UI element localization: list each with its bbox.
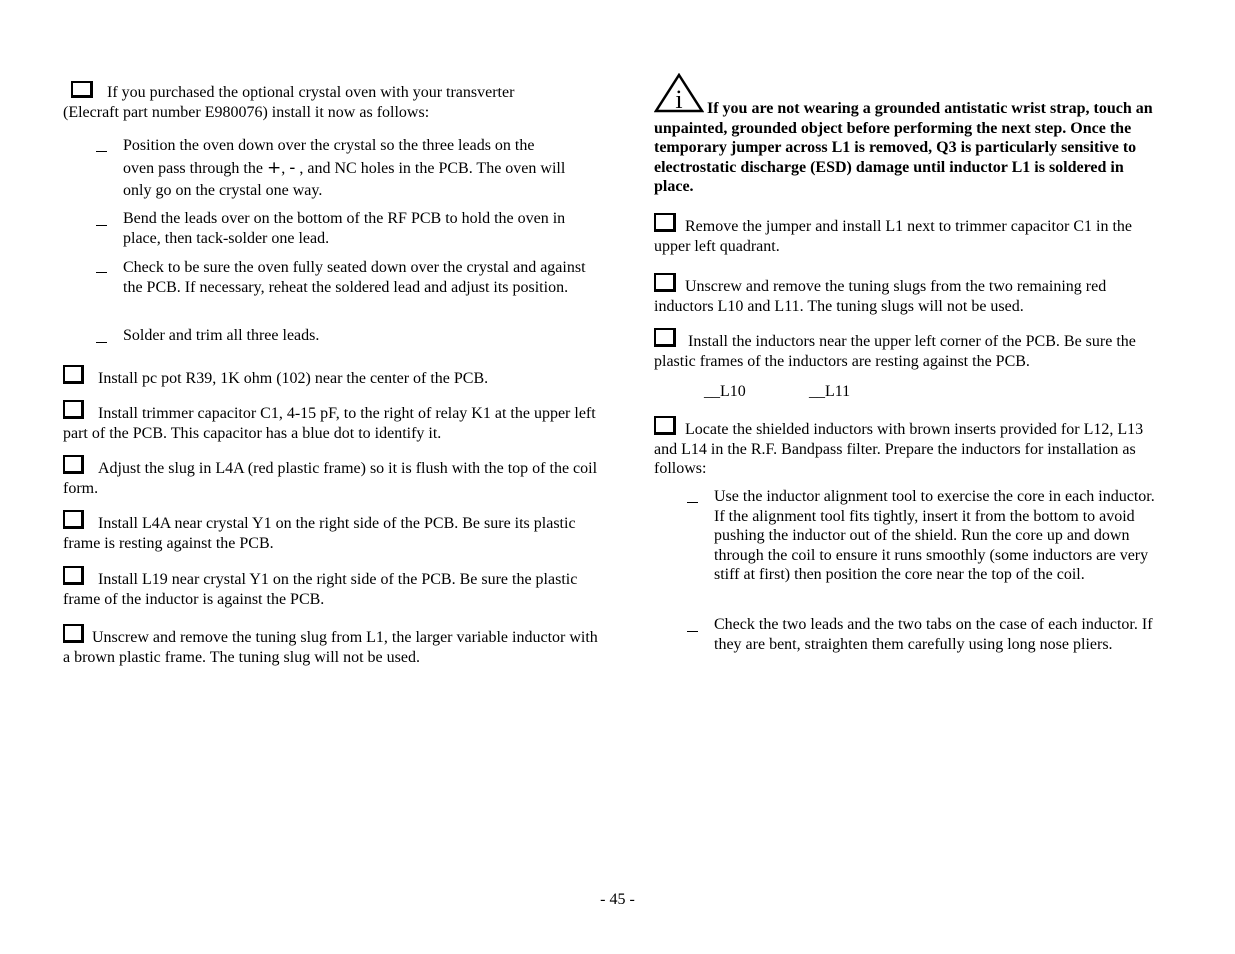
- minus-symbol: -: [289, 157, 296, 178]
- warning-text: If you are not wearing a grounded antistatic wrist strap, touch an unpainted, grounded object before performing the next step. Once the temporary jumper across L1 is removed, Q3 is particularly sensitive to electrostatic discharge (ESD) damage until inductor L1 is soldered in place.: [654, 100, 1153, 196]
- step-l1-slug: [63, 624, 603, 667]
- substep-alignment-tool: [714, 487, 1164, 585]
- plus-symbol: +: [266, 157, 282, 178]
- substep-solder-trim: [123, 326, 603, 346]
- substep-text: Bend the leads over on the bottom of the RF PCB to hold the oven in place, then tack-solder one lead.: [123, 210, 566, 247]
- crystal-oven-step: [63, 81, 603, 122]
- substep-text: Check to be sure the oven fully seated down over the crystal and against the PCB. If necessary, reheat the soldered lead and adjust its position.: [123, 259, 586, 296]
- step-l1-install: [654, 213, 1164, 256]
- step-c1: [63, 400, 603, 443]
- substep-checkline-icon[interactable]: [96, 225, 107, 226]
- step-text: Install pc pot R39, 1K ohm (102) near the center of the PCB.: [98, 370, 489, 387]
- checkbox-icon[interactable]: [63, 455, 84, 474]
- substep-checkline-icon[interactable]: [96, 342, 107, 343]
- step-text: (Elecraft part number E980076) install it now as follows:: [63, 103, 430, 121]
- step-text: Install L19 near crystal Y1 on the right side of the PCB. Be sure the plastic frame of the inductor is against the PCB.: [63, 571, 578, 608]
- esd-warning: [654, 99, 1164, 197]
- substep-oven-position: [123, 136, 603, 200]
- checkbox-icon[interactable]: [654, 416, 676, 435]
- substep-checkline-icon[interactable]: [687, 631, 698, 632]
- step-text: Unscrew and remove the tuning slugs from the two remaining red inductors L10 and L11. The tuning slugs will not be used.: [654, 278, 1107, 315]
- checkbox-icon[interactable]: [63, 400, 84, 419]
- checklist-item-l11[interactable]: __L11: [809, 383, 851, 400]
- substep-check-leads: [714, 615, 1164, 654]
- step-text: If you purchased the optional crystal oven with your transverter: [107, 84, 515, 101]
- step-text: Install the inductors near the upper left corner of the PCB. Be sure the plastic frames of the inductors are resting against the PCB.: [654, 333, 1136, 370]
- step-text: Unscrew and remove the tuning slug from L1, the larger variable inductor with a brown plastic frame. The tuning slug will not be used.: [63, 629, 598, 666]
- step-shielded-inductors: [654, 416, 1164, 479]
- page-number: - 45 -: [600, 891, 635, 908]
- substep-text: Use the inductor alignment tool to exercise the core in each inductor. If the alignment tool fits tightly, insert it from the bottom to avoid pushing the inductor out of the shield. Run the core up and down through the coil to ensure it runs smoothly (some inductors are very stiff at first) then position the core near the top of the coil.: [714, 488, 1155, 584]
- checkbox-icon[interactable]: [63, 566, 84, 585]
- checkbox-icon[interactable]: [63, 365, 84, 384]
- comma: ,: [281, 159, 286, 177]
- step-l4a-install: [63, 510, 603, 553]
- substep-text: Solder and trim all three leads.: [123, 327, 320, 344]
- step-text: Locate the shielded inductors with brown inserts provided for L12, L13 and L14 in the R.F. Bandpass filter. Prepare the inductors for installation as follows:: [654, 421, 1144, 478]
- step-l19: [63, 566, 603, 609]
- svg-text:i: i: [675, 85, 683, 113]
- step-text: Adjust the slug in L4A (red plastic frame) so it is flush with the top of the coil form.: [63, 460, 598, 497]
- substep-check-seated: [123, 258, 603, 297]
- step-text: Install trimmer capacitor C1, 4-15 pF, to the right of relay K1 at the upper left part of the PCB. This capacitor has a blue dot to identify it.: [63, 405, 596, 442]
- substep-bend-leads: [123, 209, 603, 248]
- substep-text: , and NC holes in the PCB. The oven will: [299, 159, 566, 177]
- substep-checkline-icon[interactable]: [96, 151, 107, 152]
- substep-checkline-icon[interactable]: [96, 272, 107, 273]
- step-text: Install L4A near crystal Y1 on the right side of the PCB. Be sure its plastic frame is resting against the PCB.: [63, 515, 576, 552]
- substep-text: Check the two leads and the two tabs on the case of each inductor. If they are bent, straighten them carefully using long nose pliers.: [714, 616, 1153, 653]
- step-text: Remove the jumper and install L1 next to trimmer capacitor C1 in the upper left quadrant.: [654, 218, 1132, 255]
- substep-text: Position the oven down over the crystal so the three leads on the: [123, 137, 535, 154]
- checkbox-icon[interactable]: [654, 328, 676, 347]
- substep-checkline-icon[interactable]: [687, 502, 698, 503]
- checkbox-icon[interactable]: [71, 81, 93, 98]
- step-remove-slugs: [654, 273, 1164, 316]
- checklist-item-l10[interactable]: __L10: [704, 383, 746, 400]
- checkbox-icon[interactable]: [63, 510, 84, 529]
- inductor-checklist: [704, 382, 850, 402]
- checkbox-icon[interactable]: [654, 213, 676, 232]
- checkbox-icon[interactable]: [63, 624, 84, 643]
- substep-text: oven pass through the: [123, 159, 263, 177]
- substep-text: only go on the crystal one way.: [123, 181, 323, 199]
- checkbox-icon[interactable]: [654, 273, 676, 292]
- step-r39: [63, 365, 603, 389]
- step-l4a-slug: [63, 455, 603, 498]
- step-install-inductors: [654, 328, 1164, 371]
